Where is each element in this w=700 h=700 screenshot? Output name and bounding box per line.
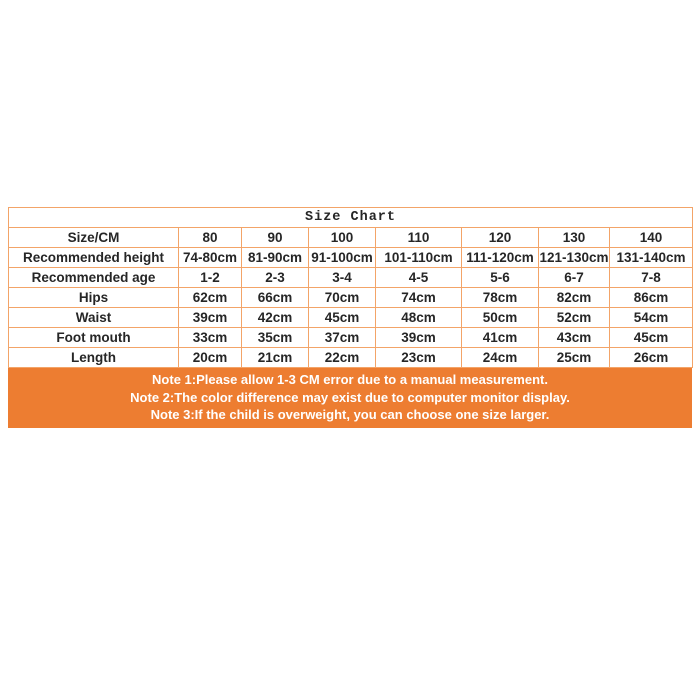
value-cell: 2-3 bbox=[242, 268, 309, 288]
table-row bbox=[9, 328, 693, 348]
value-cell: 4-5 bbox=[376, 268, 462, 288]
value-cell: 82cm bbox=[539, 288, 610, 308]
table-row bbox=[9, 348, 693, 368]
value-cell: 52cm bbox=[539, 308, 610, 328]
value-cell: 41cm bbox=[462, 328, 539, 348]
value-cell: 70cm bbox=[309, 288, 376, 308]
value-cell: 3-4 bbox=[309, 268, 376, 288]
header-cell-size: 100 bbox=[309, 228, 376, 248]
row-label: Hips bbox=[9, 288, 179, 308]
value-cell: 45cm bbox=[610, 328, 693, 348]
note-line: Note 2:The color difference may exist due to computer monitor display. bbox=[130, 389, 570, 405]
value-cell: 101-110cm bbox=[376, 248, 462, 268]
value-cell: 81-90cm bbox=[242, 248, 309, 268]
value-cell: 39cm bbox=[376, 328, 462, 348]
value-cell: 35cm bbox=[242, 328, 309, 348]
value-cell: 62cm bbox=[179, 288, 242, 308]
header-cell-size: 120 bbox=[462, 228, 539, 248]
title-row bbox=[9, 208, 693, 228]
value-cell: 45cm bbox=[309, 308, 376, 328]
row-label: Length bbox=[9, 348, 179, 368]
value-cell: 6-7 bbox=[539, 268, 610, 288]
value-cell: 121-130cm bbox=[539, 248, 610, 268]
header-cell-size: 90 bbox=[242, 228, 309, 248]
notes-block bbox=[8, 368, 692, 428]
value-cell: 66cm bbox=[242, 288, 309, 308]
table-row bbox=[9, 308, 693, 328]
size-chart bbox=[8, 207, 692, 428]
value-cell: 24cm bbox=[462, 348, 539, 368]
header-cell-size: 110 bbox=[376, 228, 462, 248]
value-cell: 50cm bbox=[462, 308, 539, 328]
value-cell: 131-140cm bbox=[610, 248, 693, 268]
value-cell: 78cm bbox=[462, 288, 539, 308]
value-cell: 111-120cm bbox=[462, 248, 539, 268]
value-cell: 43cm bbox=[539, 328, 610, 348]
value-cell: 20cm bbox=[179, 348, 242, 368]
header-cell-size: 140 bbox=[610, 228, 693, 248]
value-cell: 37cm bbox=[309, 328, 376, 348]
value-cell: 86cm bbox=[610, 288, 693, 308]
value-cell: 7-8 bbox=[610, 268, 693, 288]
row-label: Recommended height bbox=[9, 248, 179, 268]
size-chart-title: Size Chart bbox=[9, 208, 693, 228]
value-cell: 74cm bbox=[376, 288, 462, 308]
table-row bbox=[9, 248, 693, 268]
value-cell: 91-100cm bbox=[309, 248, 376, 268]
value-cell: 39cm bbox=[179, 308, 242, 328]
value-cell: 48cm bbox=[376, 308, 462, 328]
value-cell: 22cm bbox=[309, 348, 376, 368]
value-cell: 33cm bbox=[179, 328, 242, 348]
row-label: Waist bbox=[9, 308, 179, 328]
value-cell: 5-6 bbox=[462, 268, 539, 288]
header-cell-size: 130 bbox=[539, 228, 610, 248]
value-cell: 23cm bbox=[376, 348, 462, 368]
value-cell: 25cm bbox=[539, 348, 610, 368]
value-cell: 42cm bbox=[242, 308, 309, 328]
value-cell: 21cm bbox=[242, 348, 309, 368]
note-line: Note 1:Please allow 1-3 CM error due to a manual measurement. bbox=[152, 372, 548, 387]
note-line: Note 3:If the child is overweight, you can choose one size larger. bbox=[150, 407, 550, 422]
table-row bbox=[9, 288, 693, 308]
row-label: Foot mouth bbox=[9, 328, 179, 348]
value-cell: 26cm bbox=[610, 348, 693, 368]
header-cell-label: Size/CM bbox=[9, 228, 179, 248]
table-row bbox=[9, 268, 693, 288]
header-cell-size: 80 bbox=[179, 228, 242, 248]
size-chart-table bbox=[8, 207, 693, 368]
value-cell: 54cm bbox=[610, 308, 693, 328]
value-cell: 1-2 bbox=[179, 268, 242, 288]
row-label: Recommended age bbox=[9, 268, 179, 288]
value-cell: 74-80cm bbox=[179, 248, 242, 268]
header-row bbox=[9, 228, 693, 248]
